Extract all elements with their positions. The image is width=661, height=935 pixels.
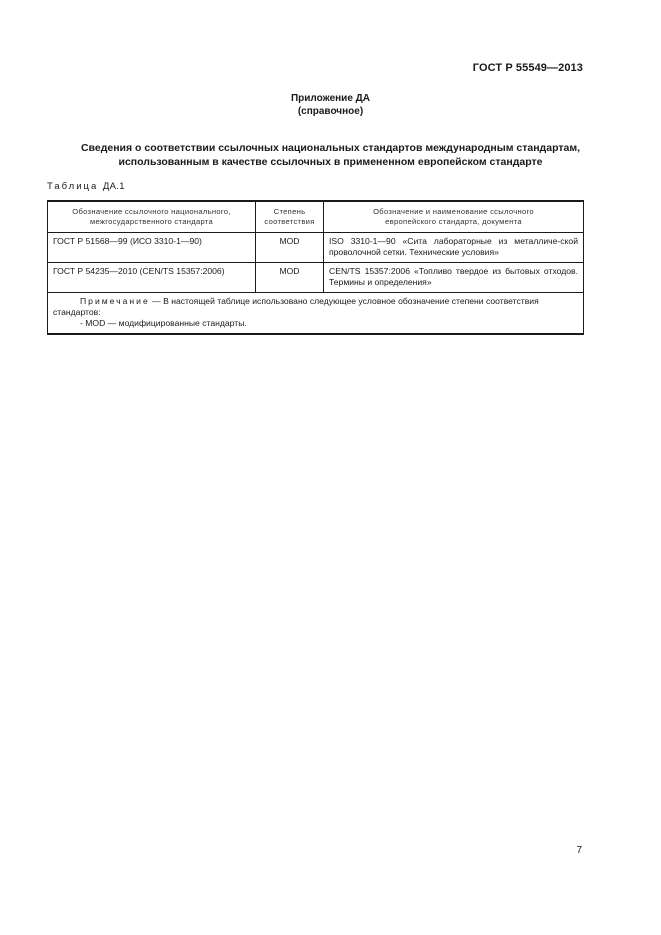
table-caption-word: Таблица bbox=[47, 181, 99, 192]
note-label: Примечание bbox=[80, 296, 150, 306]
heading-line-2: использованным в качестве ссылочных в примененном европейском стандарте bbox=[118, 155, 543, 168]
table-note bbox=[48, 293, 584, 335]
cell-degree: MOD bbox=[256, 233, 324, 263]
note-item: - MOD — модифицированные стандарты. bbox=[80, 318, 247, 328]
note-text: — В настоящей таблице использовано следующее условное обозначение степени соответствия стандартов: bbox=[53, 296, 539, 317]
reference-table bbox=[47, 200, 584, 335]
document-code: ГОСТ Р 55549—2013 bbox=[472, 62, 583, 74]
cell-european-standard: ISO 3310-1—90 «Сита лабораторные из металличе-ской проволочной сетки. Технические условия» bbox=[324, 233, 584, 263]
page-number: 7 bbox=[576, 845, 582, 856]
section-heading bbox=[40, 142, 621, 169]
heading-line-1: Сведения о соответствии ссылочных национальных стандартов международным стандартам, bbox=[80, 142, 581, 154]
table-note-row bbox=[48, 293, 584, 335]
column-header-european: Обозначение и наименование ссылочного европейского стандарта, документа bbox=[324, 201, 584, 233]
column-header-degree: Степень соответствия bbox=[256, 201, 324, 233]
table-header-row bbox=[48, 201, 584, 233]
annex-title: Приложение ДА bbox=[290, 93, 371, 104]
cell-national-standard: ГОСТ Р 51568—99 (ИСО 3310-1—90) bbox=[48, 233, 256, 263]
table-caption-number: ДА.1 bbox=[102, 181, 125, 192]
table-row bbox=[48, 263, 584, 293]
cell-national-standard: ГОСТ Р 54235—2010 (CEN/TS 15357:2006) bbox=[48, 263, 256, 293]
annex-block bbox=[0, 92, 661, 118]
table-row bbox=[48, 233, 584, 263]
annex-subtitle: (справочное) bbox=[297, 106, 364, 117]
table-caption bbox=[47, 181, 125, 192]
column-header-national: Обозначение ссылочного национального, межгосударственного стандарта bbox=[48, 201, 256, 233]
cell-european-standard: CEN/TS 15357:2006 «Топливо твердое из бытовых отходов. Термины и определения» bbox=[324, 263, 584, 293]
cell-degree: MOD bbox=[256, 263, 324, 293]
